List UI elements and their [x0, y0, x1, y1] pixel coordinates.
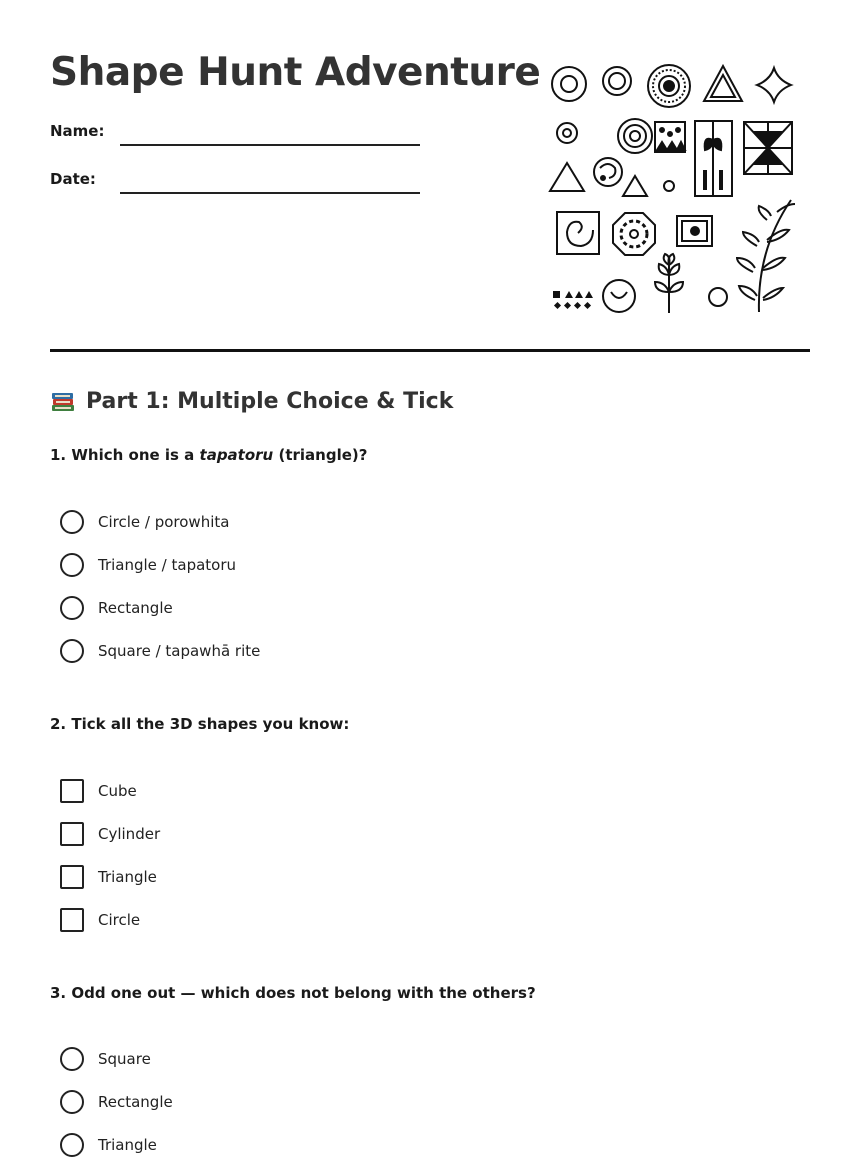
option-label: Square: [98, 1049, 151, 1068]
octagon-icon: [613, 213, 655, 255]
question-1-options: [60, 500, 260, 672]
radio-option[interactable]: [60, 629, 260, 672]
floral-panel-icon: [695, 121, 732, 196]
option-label: Triangle / tapatoru: [98, 555, 237, 574]
radio-option[interactable]: [60, 500, 260, 543]
radio-option[interactable]: [60, 1037, 173, 1080]
name-field: [50, 122, 420, 140]
ornate-circle-icon: [648, 65, 690, 107]
eye-square-icon: [677, 216, 712, 246]
triangle-outline-icon: [704, 66, 742, 101]
concentric-circles-icon: [552, 67, 586, 101]
option-label: Rectangle: [98, 1092, 173, 1111]
option-label: Cube: [98, 781, 137, 800]
radio-option[interactable]: [60, 1080, 173, 1123]
radio-button[interactable]: [60, 639, 84, 663]
radio-option[interactable]: [60, 1123, 173, 1161]
checkbox-option[interactable]: [60, 812, 160, 855]
date-field: [50, 170, 420, 188]
date-write-line[interactable]: [120, 192, 420, 194]
small-circles-icon: [557, 123, 577, 143]
option-label: Cylinder: [98, 824, 161, 843]
part-1-title: Part 1: Multiple Choice & Tick: [86, 388, 454, 414]
checkbox[interactable]: [60, 779, 84, 803]
woven-square-icon: [744, 122, 792, 174]
date-label: Date:: [50, 170, 96, 188]
radio-button[interactable]: [60, 596, 84, 620]
question-1-suffix: (triangle)?: [273, 446, 368, 464]
question-1-prefix: 1. Which one is a: [50, 446, 200, 464]
checkbox[interactable]: [60, 822, 84, 846]
section-divider: [50, 349, 810, 352]
tree-icon: [655, 254, 683, 313]
tiny-triangle-icon: [623, 176, 647, 196]
shapes-illustration: [545, 60, 800, 320]
radio-button[interactable]: [60, 1090, 84, 1114]
diamond-star-icon: [757, 68, 791, 102]
tiny-circle-icon: [664, 181, 674, 191]
checkbox-option[interactable]: [60, 855, 160, 898]
question-3-options: [60, 1037, 173, 1161]
swirl-circle-icon: [618, 119, 652, 153]
option-label: Circle / porowhita: [98, 512, 230, 531]
open-circle-icon: [709, 288, 727, 306]
double-circle-icon: [603, 67, 631, 95]
fern-frond-icon: [737, 200, 795, 312]
spiral-circle-icon: [594, 158, 622, 186]
spiral-square-icon: [557, 212, 599, 254]
checkbox-option[interactable]: [60, 898, 160, 941]
radio-button[interactable]: [60, 553, 84, 577]
radio-button[interactable]: [60, 510, 84, 534]
option-label: Rectangle: [98, 598, 173, 617]
question-3: 3. Odd one out — which does not belong with the others?: [50, 984, 536, 1002]
option-label: Triangle: [98, 867, 157, 886]
pattern-shapes-icon: [553, 291, 593, 309]
question-2: 2. Tick all the 3D shapes you know:: [50, 715, 350, 733]
radio-button[interactable]: [60, 1133, 84, 1157]
question-2-options: [60, 769, 160, 941]
smile-circle-icon: [603, 280, 635, 312]
name-label: Name:: [50, 122, 105, 140]
radio-button[interactable]: [60, 1047, 84, 1071]
part-1-heading: [50, 388, 453, 414]
small-triangle-icon: [550, 163, 584, 191]
option-label: Triangle: [98, 1135, 157, 1154]
books-icon: [50, 388, 76, 414]
question-1: [50, 446, 367, 464]
checkbox-option[interactable]: [60, 769, 160, 812]
checkbox[interactable]: [60, 865, 84, 889]
radio-option[interactable]: [60, 586, 260, 629]
question-1-emphasis: tapatoru: [199, 446, 274, 464]
worksheet-title: Shape Hunt Adventure: [50, 50, 541, 95]
checkbox[interactable]: [60, 908, 84, 932]
option-label: Square / tapawhā rite: [98, 641, 261, 660]
option-label: Circle: [98, 910, 141, 929]
name-write-line[interactable]: [120, 144, 420, 146]
radio-option[interactable]: [60, 543, 260, 586]
patterned-square-icon: [655, 122, 685, 152]
